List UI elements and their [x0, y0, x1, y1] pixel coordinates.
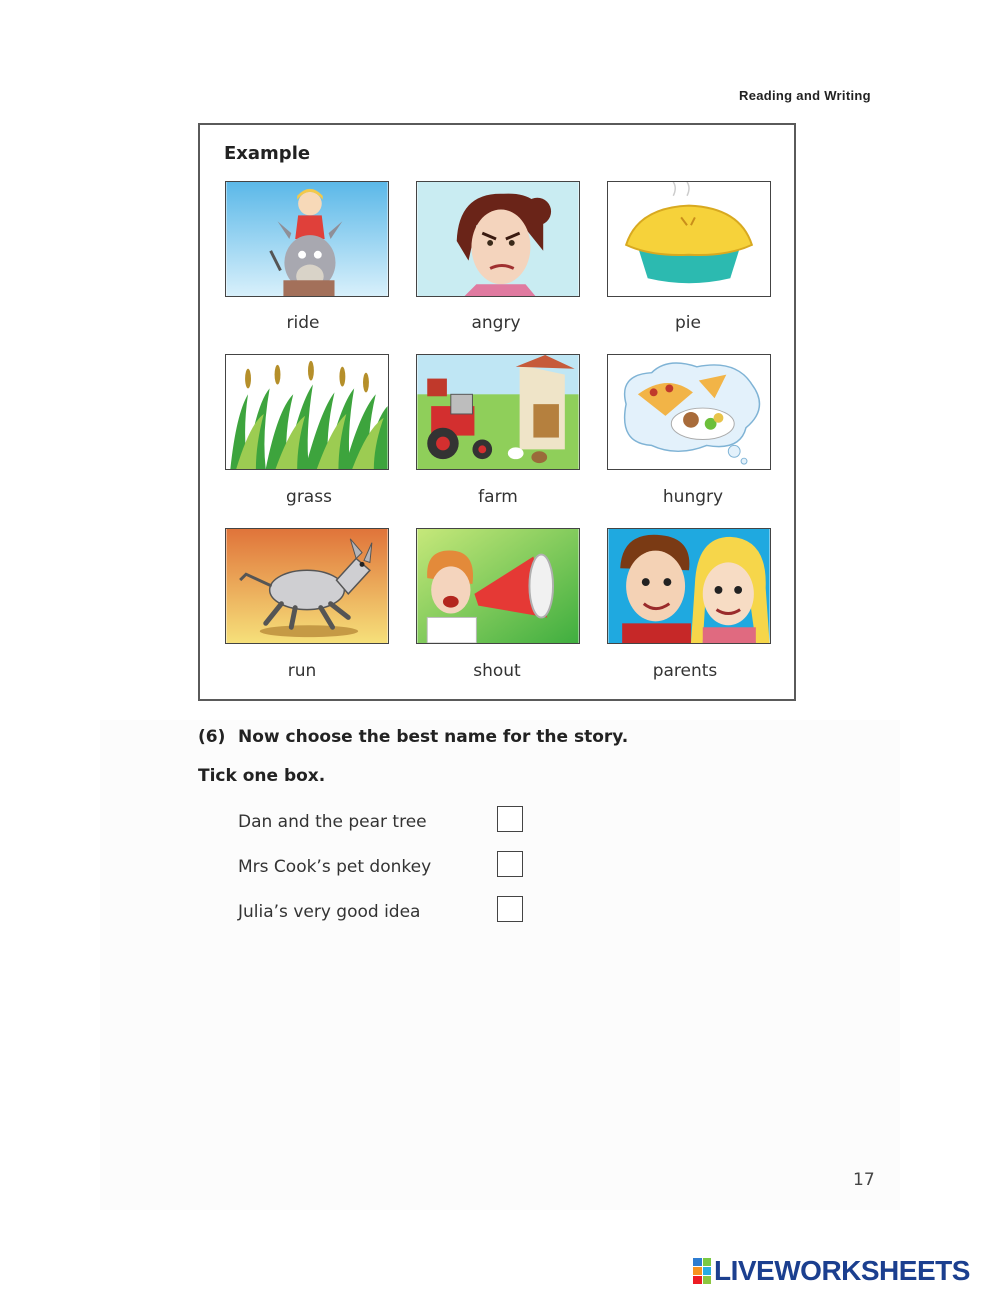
liveworksheets-logo-text: LIVEWORKSHEETS [714, 1255, 970, 1286]
word-parents: parents [652, 661, 718, 681]
word-shout: shout [473, 661, 521, 681]
liveworksheets-logo-icon [693, 1258, 711, 1284]
example-title: Example [224, 143, 311, 164]
option-checkbox-2[interactable] [497, 851, 523, 877]
word-grass: grass [286, 487, 332, 507]
question-text: Now choose the best name for the story. [238, 727, 629, 747]
grass-icon [225, 354, 389, 470]
pie-icon [607, 181, 771, 297]
word-farm: farm [478, 487, 518, 507]
option-label-3: Julia’s very good idea [238, 902, 421, 922]
page-background-shade [100, 720, 900, 1210]
liveworksheets-logo [693, 1256, 970, 1286]
girl-riding-donkey-icon [225, 181, 389, 297]
question-instruction: Tick one box. [198, 766, 326, 786]
question-number: (6) [198, 727, 226, 747]
option-label-2: Mrs Cook’s pet donkey [238, 857, 432, 877]
section-header: Reading and Writing [739, 88, 871, 103]
option-label-1: Dan and the pear tree [238, 812, 427, 832]
option-checkbox-3[interactable] [497, 896, 523, 922]
angry-woman-icon [416, 181, 580, 297]
option-checkbox-1[interactable] [497, 806, 523, 832]
page-number: 17 [853, 1170, 875, 1190]
boy-and-girl-icon [607, 528, 771, 644]
word-angry: angry [471, 313, 521, 333]
food-thought-bubble-icon [607, 354, 771, 470]
word-hungry: hungry [662, 487, 724, 507]
question-heading [198, 727, 628, 747]
word-run: run [287, 661, 317, 681]
farm-tractor-icon [416, 354, 580, 470]
word-pie: pie [675, 313, 701, 333]
running-donkey-icon [225, 528, 389, 644]
girl-megaphone-icon [416, 528, 580, 644]
word-ride: ride [286, 313, 320, 333]
